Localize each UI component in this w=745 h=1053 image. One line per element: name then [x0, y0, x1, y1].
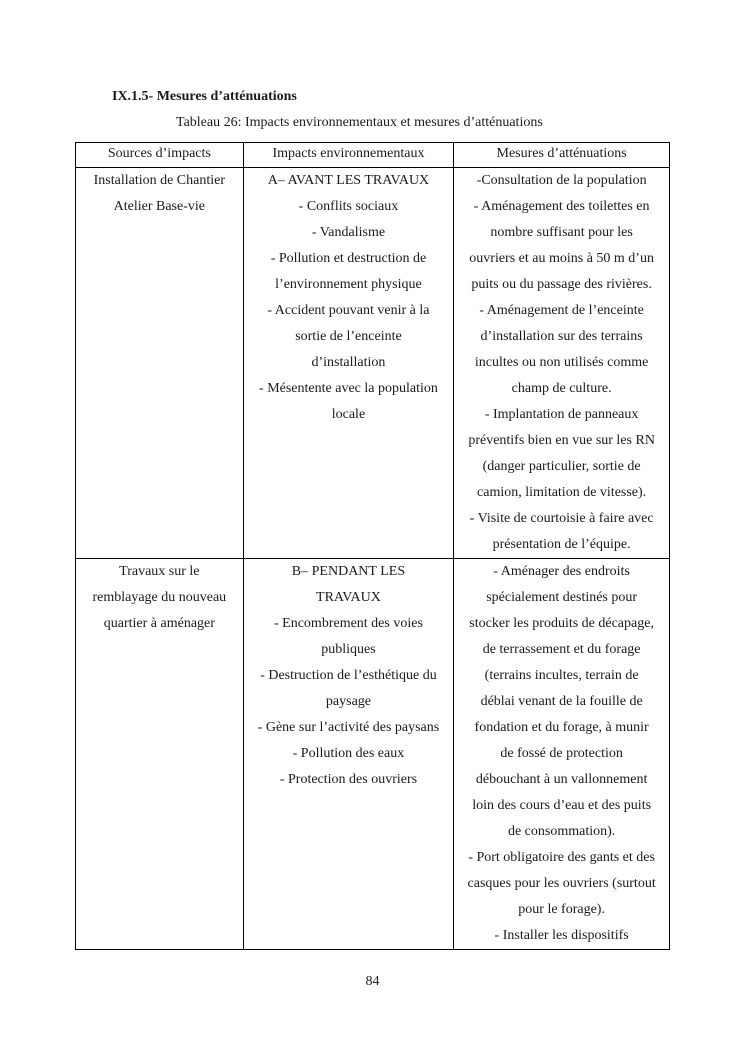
- table-row: [76, 559, 670, 950]
- cell-line: (terrains incultes, terrain de: [484, 668, 639, 683]
- impacts-cell: [243, 559, 454, 950]
- cell-line: - Encombrement des voies: [274, 616, 423, 631]
- cell-line: remblayage du nouveau: [92, 590, 227, 605]
- cell-line: - Pollution et destruction de: [270, 251, 427, 266]
- cell-line: camion, limitation de vitesse).: [477, 485, 647, 500]
- cell-line: publiques: [321, 642, 376, 657]
- cell-line: - Mésentente avec la population: [259, 381, 438, 396]
- cell-line: B– PENDANT LES: [291, 564, 406, 579]
- cell-line: pour le forage).: [518, 902, 605, 917]
- page-number: 84: [365, 974, 380, 989]
- table-caption: Tableau 26: Impacts environnementaux et mesures d’atténuations: [176, 115, 543, 130]
- cell-line: ouvriers et au moins à 50 m d’un: [469, 251, 654, 266]
- cell-line: de terrassement et du forage: [482, 642, 641, 657]
- cell-line: - Visite de courtoisie à faire avec: [469, 511, 654, 526]
- cell-line: fondation et du forage, à munir: [474, 720, 649, 735]
- cell-line: - Implantation de panneaux: [484, 407, 639, 422]
- cell-line: de fossé de protection: [500, 746, 623, 761]
- cell-line: - Aménagement de l’enceinte: [479, 303, 644, 318]
- cell-line: - Gène sur l’activité des paysans: [257, 720, 440, 735]
- cell-line: - Aménager des endroits: [493, 564, 630, 579]
- cell-line: -Consultation de la population: [476, 173, 647, 188]
- cell-line: champ de culture.: [511, 381, 612, 396]
- header-sources: Sources d’impacts: [76, 143, 244, 168]
- cell-line: Atelier Base-vie: [113, 199, 205, 214]
- cell-line: - Port obligatoire des gants et des: [468, 850, 655, 865]
- source-cell: [76, 168, 244, 559]
- source-cell: [76, 559, 244, 950]
- cell-line: débouchant à un vallonnement: [475, 772, 648, 787]
- table-header-row: [76, 143, 670, 168]
- measures-cell: [454, 168, 670, 559]
- table-row: [76, 168, 670, 559]
- impacts-table: [75, 142, 670, 950]
- cell-line: Installation de Chantier: [93, 173, 226, 188]
- cell-line: puits ou du passage des rivières.: [471, 277, 652, 292]
- cell-line: nombre suffisant pour les: [490, 225, 633, 240]
- cell-line: - Pollution des eaux: [292, 746, 405, 761]
- impacts-cell: [243, 168, 454, 559]
- cell-line: préventifs bien en vue sur les RN: [468, 433, 655, 448]
- cell-line: spécialement destinés pour: [486, 590, 638, 605]
- cell-line: stocker les produits de décapage,: [469, 616, 654, 631]
- cell-line: présentation de l’équipe.: [492, 537, 631, 552]
- cell-line: locale: [331, 407, 366, 422]
- cell-line: - Accident pouvant venir à la: [267, 303, 430, 318]
- cell-line: d’installation sur des terrains: [480, 329, 643, 344]
- cell-line: - Conflits sociaux: [298, 199, 399, 214]
- cell-line: de consommation).: [507, 824, 616, 839]
- cell-line: l’environnement physique: [275, 277, 422, 292]
- cell-line: déblai venant de la fouille de: [480, 694, 643, 709]
- cell-line: d’installation: [311, 355, 386, 370]
- cell-line: incultes ou non utilisés comme: [474, 355, 649, 370]
- cell-line: TRAVAUX: [316, 590, 381, 605]
- cell-line: - Protection des ouvriers: [279, 772, 418, 787]
- cell-line: Travaux sur le: [119, 564, 200, 579]
- header-measures: Mesures d’atténuations: [454, 143, 670, 168]
- cell-line: sortie de l’enceinte: [295, 329, 402, 344]
- cell-line: (danger particulier, sortie de: [482, 459, 641, 474]
- cell-line: - Destruction de l’esthétique du: [260, 668, 437, 683]
- cell-line: casques pour les ouvriers (surtout: [467, 876, 656, 891]
- header-impacts: Impacts environnementaux: [243, 143, 454, 168]
- cell-line: quartier à aménager: [103, 616, 215, 631]
- measures-cell: [454, 559, 670, 950]
- cell-line: - Vandalisme: [311, 225, 386, 240]
- cell-line: A– AVANT LES TRAVAUX: [267, 173, 430, 188]
- cell-line: paysage: [325, 694, 371, 709]
- cell-line: - Installer les dispositifs: [494, 928, 629, 943]
- section-heading: IX.1.5- Mesures d’atténuations: [112, 89, 297, 104]
- cell-line: - Aménagement des toilettes en: [473, 199, 650, 214]
- cell-line: loin des cours d’eau et des puits: [472, 798, 652, 813]
